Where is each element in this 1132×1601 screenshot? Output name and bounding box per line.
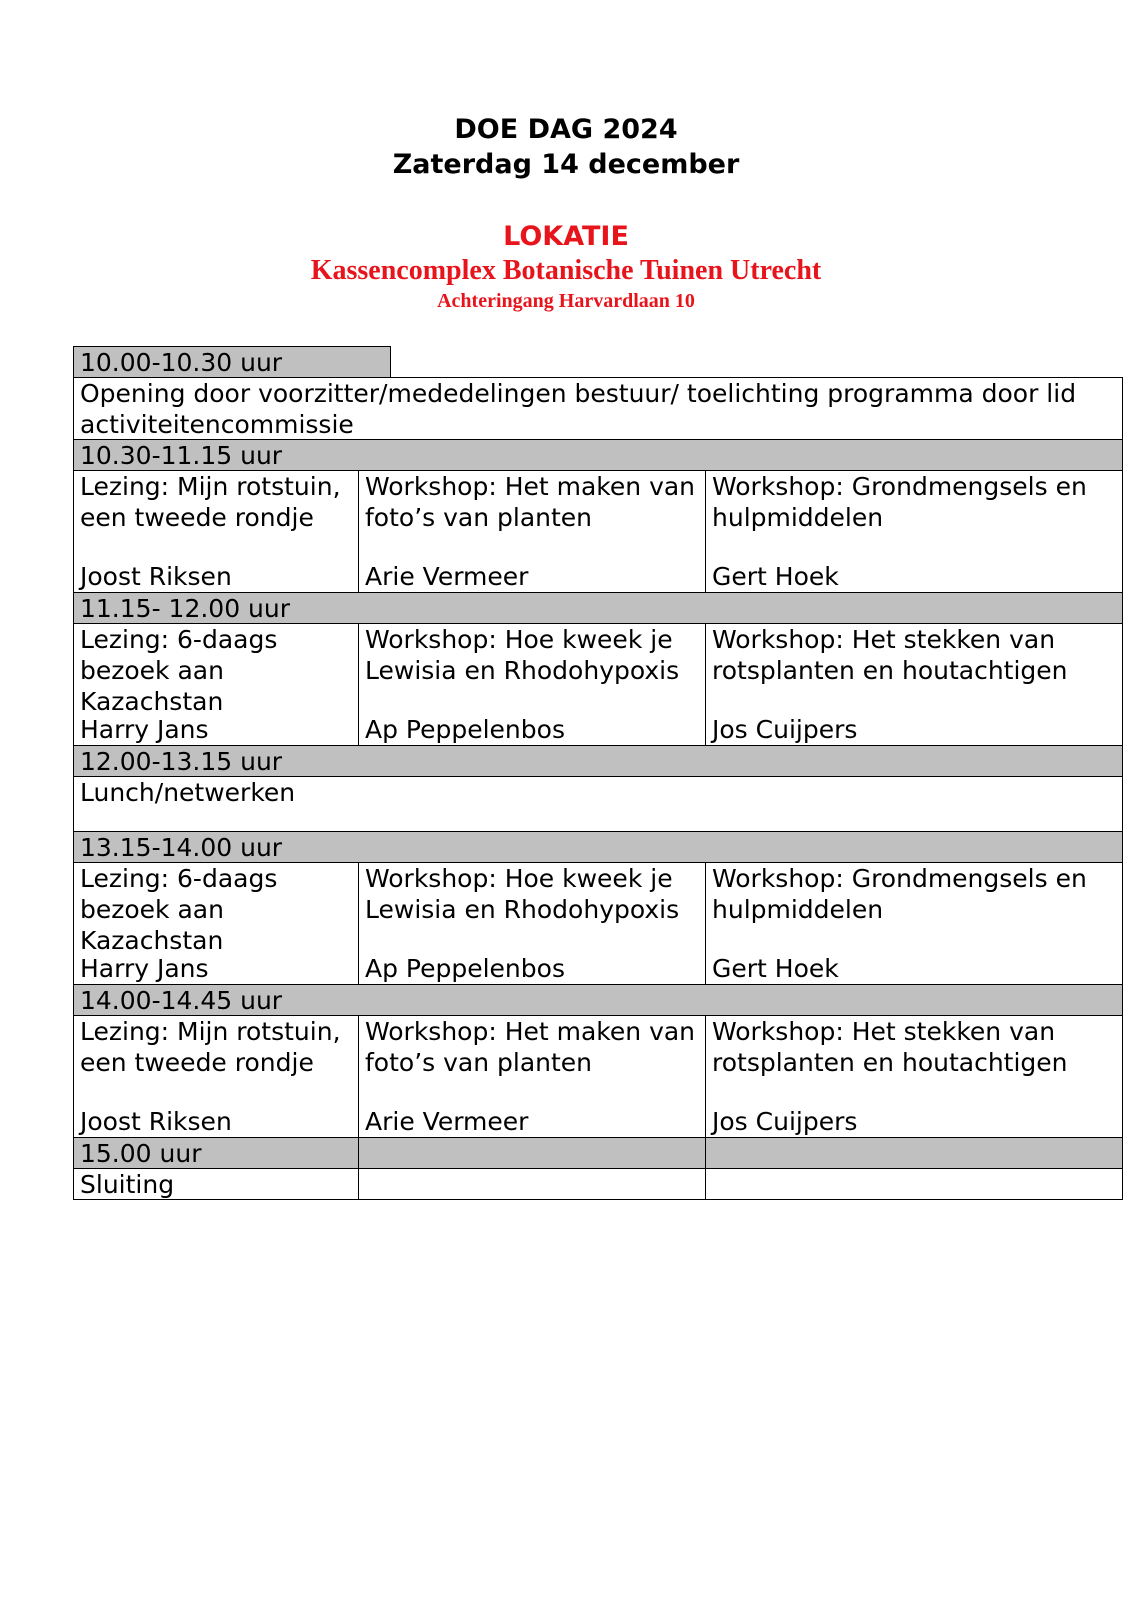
lunch-cell: Lunch/netwerken [73, 776, 1123, 832]
session-speaker: Arie Vermeer [365, 562, 529, 591]
empty-grey-cell [705, 1137, 1123, 1169]
session-title: Lezing: Mijn rotstuin, een tweede rondje [80, 1017, 341, 1077]
closing-cell: Sluiting [73, 1168, 359, 1200]
event-date: Zaterdag 14 december [392, 149, 740, 180]
session-title: Workshop: Hoe kweek je Lewisia en Rhodohypoxis [365, 864, 680, 924]
session-speaker: Joost Riksen [80, 1107, 232, 1136]
session-cell [705, 470, 1123, 593]
location-name: Kassencomplex Botanische Tuinen Utrecht [310, 255, 822, 286]
opening-cell: Opening door voorzitter/mededelingen bestuur/ toelichting programma door lid activiteitencommissie [73, 377, 1123, 440]
session-cell [358, 862, 706, 985]
session-title: Workshop: Hoe kweek je Lewisia en Rhodohypoxis [365, 625, 680, 685]
session-cell [73, 1015, 359, 1138]
session-speaker: Jos Cuijpers [712, 715, 858, 744]
empty-grey-cell [358, 1137, 706, 1169]
session-title: Lezing: Mijn rotstuin, een tweede rondje [80, 472, 341, 532]
time-cell-slot1: 10.00-10.30 uur [73, 346, 391, 378]
time-cell-slot6: 14.00-14.45 uur [73, 984, 1123, 1016]
session-cell [705, 1015, 1123, 1138]
session-speaker: Harry Jans [80, 954, 209, 983]
session-title: Workshop: Het maken van foto’s van planten [365, 472, 696, 532]
session-cell [73, 862, 359, 985]
session-title: Workshop: Het stekken van rotsplanten en houtachtigen [712, 625, 1068, 685]
session-title: Workshop: Grondmengsels en hulpmiddelen [712, 864, 1087, 924]
session-speaker: Arie Vermeer [365, 1107, 529, 1136]
session-cell [705, 862, 1123, 985]
time-cell-slot7: 15.00 uur [73, 1137, 359, 1169]
session-title: Lezing: 6-daags bezoek aan Kazachstan [80, 625, 278, 716]
session-title: Workshop: Het maken van foto’s van planten [365, 1017, 696, 1077]
session-speaker: Ap Peppelenbos [365, 715, 565, 744]
time-cell-slot5: 13.15-14.00 uur [73, 831, 1123, 863]
session-speaker: Gert Hoek [712, 954, 839, 983]
location-label: LOKATIE [503, 221, 629, 252]
session-title: Workshop: Grondmengsels en hulpmiddelen [712, 472, 1087, 532]
event-title: DOE DAG 2024 [454, 114, 678, 145]
document-header [0, 112, 1132, 314]
session-speaker: Ap Peppelenbos [365, 954, 565, 983]
session-cell [358, 623, 706, 746]
time-cell-slot2: 10.30-11.15 uur [73, 439, 1123, 471]
session-cell [705, 623, 1123, 746]
empty-cell [358, 1168, 706, 1200]
session-speaker: Harry Jans [80, 715, 209, 744]
session-title: Lezing: 6-daags bezoek aan Kazachstan [80, 864, 278, 955]
session-title: Workshop: Het stekken van rotsplanten en houtachtigen [712, 1017, 1068, 1077]
session-cell [358, 1015, 706, 1138]
session-speaker: Joost Riksen [80, 562, 232, 591]
empty-cell [705, 1168, 1123, 1200]
location-address: Achteringang Harvardlaan 10 [437, 290, 695, 312]
session-speaker: Jos Cuijpers [712, 1107, 858, 1136]
session-cell [73, 623, 359, 746]
session-cell [73, 470, 359, 593]
time-cell-slot4: 12.00-13.15 uur [73, 745, 1123, 777]
time-cell-slot3: 11.15- 12.00 uur [73, 592, 1123, 624]
session-cell [358, 470, 706, 593]
session-speaker: Gert Hoek [712, 562, 839, 591]
